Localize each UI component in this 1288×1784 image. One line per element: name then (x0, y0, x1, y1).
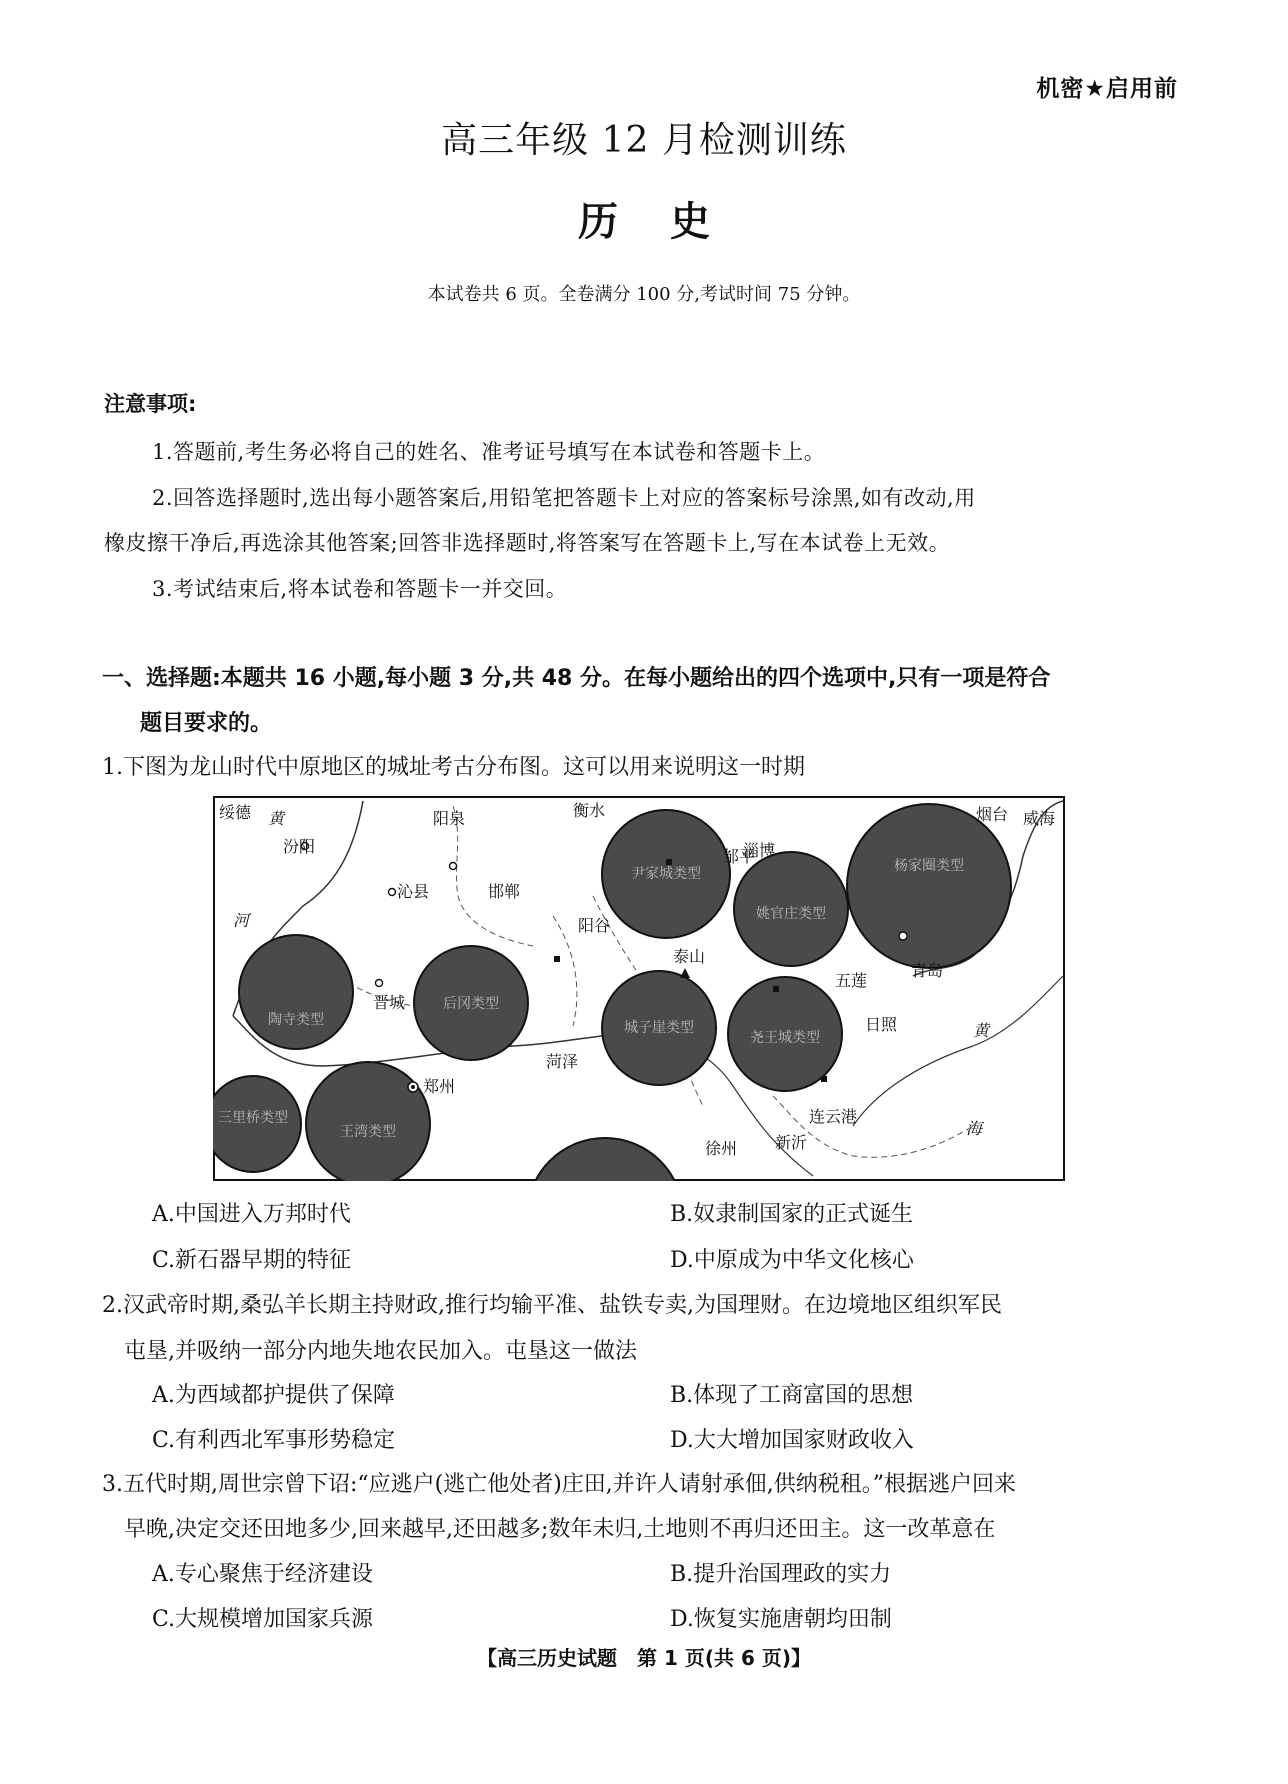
place-yantai: 烟台 (976, 805, 1009, 824)
place-xinyi: 新沂 (775, 1133, 808, 1152)
q3-option-b[interactable]: B.提升治国理政的实力 (670, 1562, 892, 1587)
notice-item-3: 3.考试结束后,将本试卷和答题卡一并交回。 (152, 577, 568, 601)
subject-char-1: 历 (578, 199, 618, 245)
label-taosi: 陶寺类型 (268, 1012, 324, 1028)
place-huang-river: 黄 (268, 809, 285, 828)
question-2-stem-line-1: 2.汉武帝时期,桑弘羊长期主持财政,推行均输平准、盐铁专卖,为国理财。在边境地区组织军民 (102, 1293, 1002, 1318)
label-houshan: 后冈类型 (443, 996, 499, 1012)
place-huang-sea: 黄 (973, 1021, 990, 1040)
subject-title (0, 190, 1288, 247)
label-wangwan: 王湾类型 (340, 1124, 396, 1140)
q1-option-d[interactable]: D.中原成为中华文化核心 (670, 1248, 914, 1273)
place-he-river: 河 (233, 911, 250, 930)
place-yanggu: 阳谷 (578, 916, 611, 935)
place-hai-sea: 海 (966, 1119, 983, 1138)
place-weihai: 威海 (1023, 809, 1056, 828)
question-2-stem-line-2: 屯垦,并吸纳一部分内地失地农民加入。屯垦这一做法 (124, 1339, 637, 1364)
question-3-stem-line-2: 早晚,决定交还田地多少,回来越早,还田越多;数年未归,土地则不再归还田主。这一改革意在 (124, 1517, 996, 1542)
label-yangjiaquan: 杨家圈类型 (894, 858, 964, 874)
q2-option-a[interactable]: A.为西域都护提供了保障 (152, 1383, 395, 1408)
confidential-label: 机密★启用前 (1036, 76, 1178, 102)
place-hengshui: 衡水 (573, 801, 606, 820)
q2-option-c[interactable]: C.有利西北军事形势稳定 (152, 1428, 396, 1453)
section-heading-line-2: 题目要求的。 (140, 711, 273, 736)
q1-option-b[interactable]: B.奴隶制国家的正式诞生 (670, 1202, 914, 1227)
longshan-site-map (213, 796, 1065, 1181)
place-heze: 菏泽 (546, 1052, 579, 1071)
notice-item-2-line-2: 橡皮擦干净后,再选涂其他答案;回答非选择题时,将答案写在答题卡上,写在本试卷上无效。 (104, 531, 951, 555)
q3-option-a[interactable]: A.专心聚焦于经济建设 (152, 1562, 373, 1587)
notice-heading: 注意事项: (104, 392, 197, 416)
q1-option-c[interactable]: C.新石器早期的特征 (152, 1248, 352, 1273)
place-xuzhou: 徐州 (705, 1139, 738, 1158)
q2-option-d[interactable]: D.大大增加国家财政收入 (670, 1428, 914, 1453)
notice-item-1: 1.答题前,考生务必将自己的姓名、准考证号填写在本试卷和答题卡上。 (152, 440, 826, 464)
label-yinjiacheng: 尹家城类型 (631, 866, 701, 882)
label-sanliqiao: 三里桥类型 (218, 1110, 288, 1126)
page-footer: 【高三历史试题 第 1 页(共 6 页)】 (477, 1646, 811, 1670)
place-taishan: 泰山 (673, 947, 706, 966)
exam-title: 高三年级 12 月检测训练 (441, 120, 847, 161)
notice-item-2-line-1: 2.回答选择题时,选出每小题答案后,用铅笔把答题卡上对应的答案标号涂黑,如有改动,用 (152, 486, 976, 510)
q3-option-c[interactable]: C.大规模增加国家兵源 (152, 1607, 374, 1632)
label-chengziya: 城子崖类型 (624, 1020, 694, 1036)
place-zouping: 邹平 (723, 847, 756, 866)
place-qinxian: 沁县 (397, 882, 430, 901)
place-handan: 邯郸 (488, 882, 521, 901)
question-3-stem-line-1: 3.五代时期,周世宗曾下诏:“应逃户(逃亡他处者)庄田,并许人请射承佃,供纳税租。”根据逃户回来 (102, 1472, 1017, 1497)
q3-option-d[interactable]: D.恢复实施唐朝均田制 (670, 1607, 892, 1632)
place-lianyungang: 连云港 (809, 1107, 858, 1126)
place-suide: 绥德 (219, 803, 252, 822)
place-zibo: 淄博 (743, 841, 776, 860)
label-yaowangcheng: 尧王城类型 (750, 1030, 820, 1046)
subject-char-2: 史 (670, 199, 710, 245)
q1-option-a[interactable]: A.中国进入万邦时代 (152, 1202, 351, 1227)
exam-info: 本试卷共 6 页。全卷满分 100 分,考试时间 75 分钟。 (427, 284, 861, 305)
place-yangquan: 阳泉 (433, 809, 466, 828)
place-fenyang: 汾阳 (283, 837, 316, 856)
label-yaoguanzhuang: 姚官庄类型 (756, 906, 826, 922)
place-qingdao: 青岛 (911, 961, 944, 980)
place-wulian: 五莲 (835, 971, 868, 990)
place-zhengzhou: 郑州 (423, 1077, 456, 1096)
question-1-stem: 1.下图为龙山时代中原地区的城址考古分布图。这可以用来说明这一时期 (102, 755, 805, 780)
place-jincheng: 晋城 (373, 993, 406, 1012)
section-heading-line-1: 一、选择题:本题共 16 小题,每小题 3 分,共 48 分。在每小题给出的四个选项中,只有一项是符合 (102, 666, 1051, 691)
q2-option-b[interactable]: B.体现了工商富国的思想 (670, 1383, 914, 1408)
place-rizhao: 日照 (865, 1015, 898, 1034)
